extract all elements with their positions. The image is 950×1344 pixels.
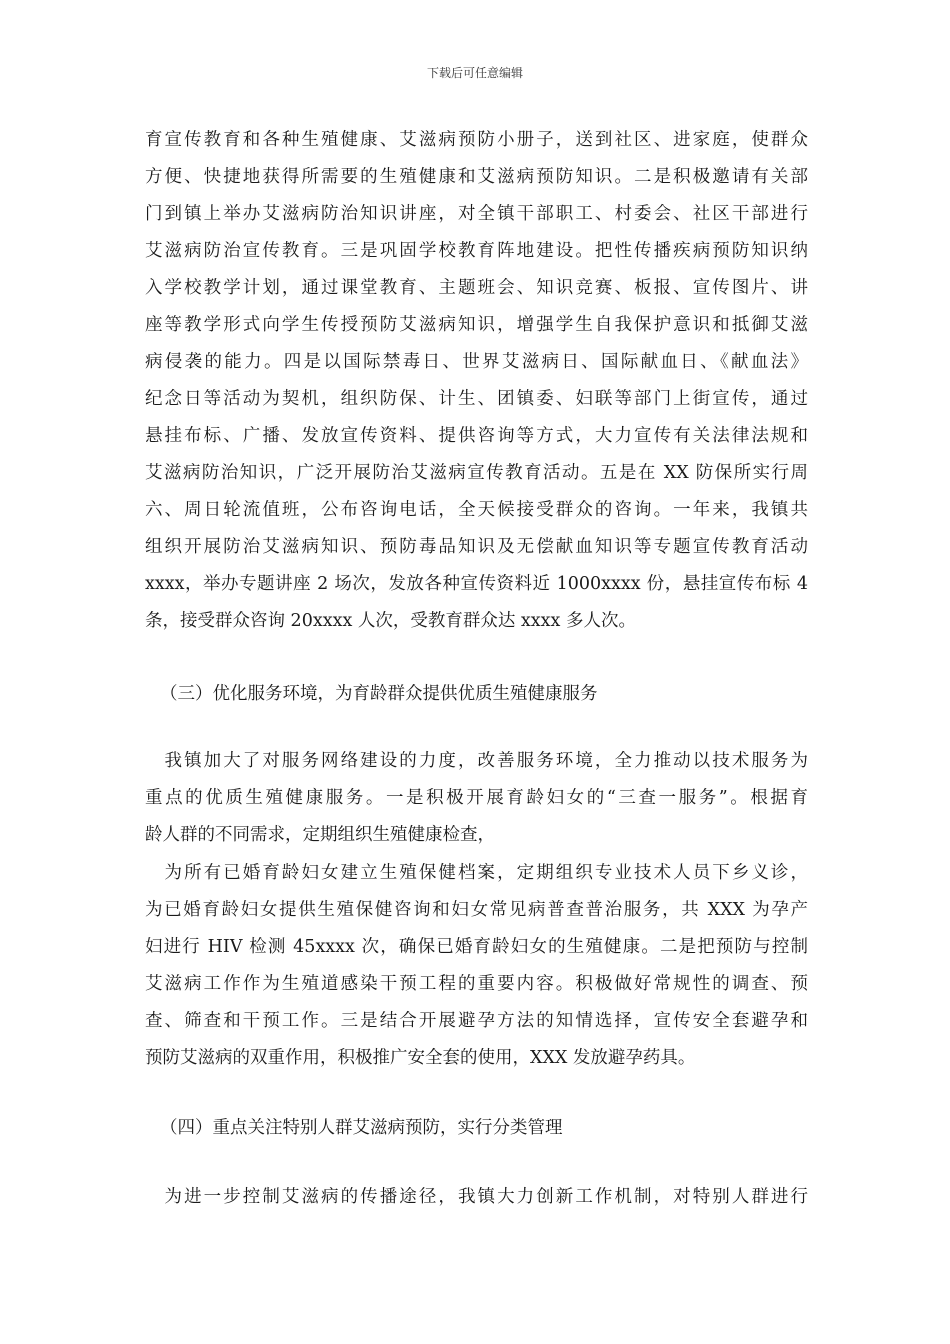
text-line: 艾滋病防治知识，广泛开展防治艾滋病宣传教育活动。五是在 XX 防保所实行周 bbox=[145, 463, 808, 483]
page-header: 下载后可任意编辑 bbox=[426, 66, 523, 80]
text-line: 纪念日等活动为契机，组织防保、计生、团镇委、妇联等部门上街宣传，通过 bbox=[145, 389, 808, 409]
section-heading-4: （四）重点关注特别人群艾滋病预防，实行分类管理 bbox=[160, 1118, 563, 1138]
text-line: 方便、快捷地获得所需要的生殖健康和艾滋病预防知识。二是积极邀请有关部 bbox=[145, 167, 808, 187]
text-line: 妇进行 HIV 检测 45xxxx 次，确保已婚育龄妇女的生殖健康。二是把预防与控制 bbox=[145, 937, 808, 957]
text-line: 为已婚育龄妇女提供生殖保健咨询和妇女常见病普查普治服务，共 XXX 为孕产 bbox=[145, 900, 808, 920]
text-line: 查、筛查和干预工作。三是结合开展避孕方法的知情选择，宣传安全套避孕和 bbox=[145, 1011, 808, 1031]
paragraph-4 bbox=[145, 1179, 808, 1216]
text-line: 龄人群的不同需求，定期组织生殖健康检查， bbox=[145, 825, 495, 845]
text-line: 预防艾滋病的双重作用，积极推广安全套的使用，XXX 发放避孕药具。 bbox=[145, 1048, 696, 1068]
text-line: 门到镇上举办艾滋病防治知识讲座，对全镇干部职工、村委会、社区干部进行 bbox=[145, 204, 808, 224]
text-line: 重点的优质生殖健康服务。一是积极开展育龄妇女的“三查一服务”。根据育 bbox=[145, 788, 808, 808]
text-line: 组织开展防治艾滋病知识、预防毒品知识及无偿献血知识等专题宣传教育活动 bbox=[145, 537, 808, 557]
text-line: 艾滋病工作作为生殖道感染干预工程的重要内容。积极做好常规性的调查、预 bbox=[145, 974, 808, 994]
text-line: 我镇加大了对服务网络建设的力度，改善服务环境，全力推动以技术服务为 bbox=[145, 751, 808, 771]
text-line: 悬挂布标、广播、发放宣传资料、提供咨询等方式，大力宣传有关法律法规和 bbox=[145, 426, 808, 446]
text-line: 入学校教学计划，通过课堂教育、主题班会、知识竞赛、板报、宣传图片、讲 bbox=[145, 278, 808, 298]
paragraph-1 bbox=[145, 122, 808, 640]
section-heading-3: （三）优化服务环境，为育龄群众提供优质生殖健康服务 bbox=[160, 684, 598, 704]
text-line: 六、周日轮流值班，公布咨询电话，全天候接受群众的咨询。一年来，我镇共 bbox=[145, 500, 808, 520]
text-line: xxxx，举办专题讲座 2 场次，发放各种宣传资料近 1000xxxx 份，悬挂宣传布标 4 bbox=[145, 574, 808, 594]
text-line: 艾滋病防治宣传教育。三是巩固学校教育阵地建设。把性传播疾病预防知识纳 bbox=[145, 241, 808, 261]
text-line: 条，接受群众咨询 20xxxx 人次，受教育群众达 xxxx 多人次。 bbox=[145, 611, 636, 631]
text-line: 座等教学形式向学生传授预防艾滋病知识，增强学生自我保护意识和抵御艾滋 bbox=[145, 315, 808, 335]
paragraph-2 bbox=[145, 743, 808, 854]
text-line: 育宣传教育和各种生殖健康、艾滋病预防小册子，送到社区、进家庭，使群众 bbox=[145, 130, 808, 150]
paragraph-3 bbox=[145, 855, 808, 1077]
text-line: 病侵袭的能力。四是以国际禁毒日、世界艾滋病日、国际献血日、《献血法》 bbox=[145, 352, 808, 372]
text-line: 为所有已婚育龄妇女建立生殖保健档案，定期组织专业技术人员下乡义诊， bbox=[145, 863, 808, 883]
text-line: 为进一步控制艾滋病的传播途径，我镇大力创新工作机制，对特别人群进行 bbox=[145, 1187, 808, 1207]
